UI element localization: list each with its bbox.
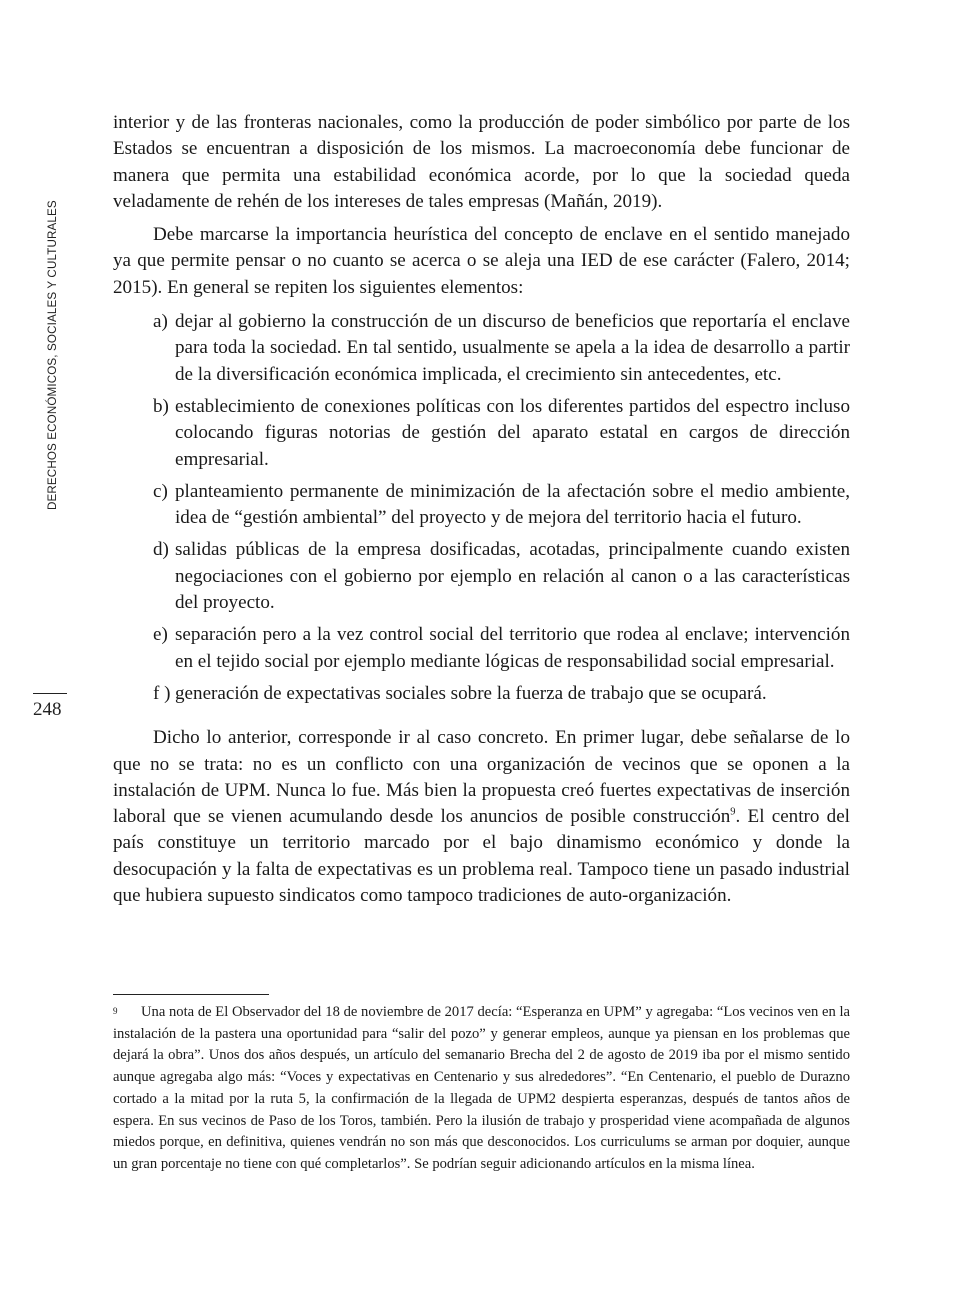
list-item-text: dejar al gobierno la construcción de un discurso de beneficios que reportaría el enclave para toda la sociedad. En tal sentido, usualmente se apela a la idea de desarrollo a partir de la diversificación económica implicada, el crecimiento sin antecedentes, etc. bbox=[175, 311, 850, 385]
list-item-text: planteamiento permanente de minimización de la afectación sobre el medio ambiente, idea de “gestión ambiental” del proyecto y de mejora del territorio hacia el futuro. bbox=[175, 480, 850, 529]
list-item bbox=[113, 681, 850, 707]
footnote-text: Una nota de El Observador del 18 de noviembre de 2017 decía: “Esperanza en UPM” y agregaba: “Los vecinos ven en la instalación de la pastera una oportunidad para “salir del pozo” y generar empleos, aunque ya piensan en los problemas que dejará la obra”. Unos dos años después, un artículo del semanario Brecha del 2 de agosto de 2019 iba por el mismo sentido aunque agregaba algo más: “Voces y expectativas en Centenario y sus alrededores”. “En Centenario, el pueblo de Durazno cortado a la mitad por la ruta 5, la confirmación de la llegada de UPM2 despierta esperanzas, después de tantos años de espera. En sus vecinos de Paso de los Toros, también. Pero la ilusión de trabajo y prosperidad viene acompañada de algunos miedos porque, en definitiva, quienes vendrán no son más que desconocidos. Los curriculums se arman por doquier, aunque un gran porcentaje no tiene con qué completarlos”. Se podrían seguir adicionando artículos en la misma línea. bbox=[113, 1004, 850, 1172]
footnote-separator bbox=[113, 994, 269, 995]
list-marker: f ) bbox=[153, 682, 171, 704]
list-marker: d) bbox=[153, 539, 169, 561]
paragraph-2: Debe marcarse la importancia heurística del concepto de enclave en el sentido manejado ya que permite pensar o no cuanto se acerca o se aleja una IED de ese carácter (Falero, 2014; 2015). En general se repiten los siguientes elementos: bbox=[113, 224, 850, 298]
main-text bbox=[113, 110, 850, 909]
paragraph-1: interior y de las fronteras nacionales, como la producción de poder simbólico por parte de los Estados se encuentran a disposición de los mismos. La macroeconomía debe funcionar de manera que permita una estabilidad económica acorde, por lo que la sociedad queda veladamente de rehén de los intereses de tales empresas (Mañán, 2019). bbox=[113, 112, 850, 212]
list-marker: b) bbox=[153, 395, 169, 417]
footnote bbox=[113, 1002, 850, 1176]
list-marker: a) bbox=[153, 311, 168, 333]
running-head: DERECHOS ECONÓMICOS, SOCIALES Y CULTURALES bbox=[46, 200, 59, 510]
list-marker: c) bbox=[153, 480, 168, 502]
paragraph-3 bbox=[113, 725, 850, 909]
footnote-reference[interactable]: 9 bbox=[730, 806, 736, 818]
page-number-rule bbox=[33, 693, 67, 694]
paragraph-3-tail: . El centro del país constituye un territorio marcado por el bajo dinamismo económico y donde la desocupación y la falta de expectativas es un problema real. Tampoco tiene un pasado industrial que hubiera supuesto sindicatos como tampoco tradiciones de auto-organización. bbox=[113, 806, 850, 907]
list-item bbox=[113, 309, 850, 388]
list-item-text: salidas públicas de la empresa dosificadas, acotadas, principalmente cuando existen negociaciones con el gobierno por ejemplo en relación al canon o a las características del proyecto. bbox=[175, 539, 850, 614]
list-item-text: establecimiento de conexiones políticas con los diferentes partidos del espectro incluso colocando figuras notorias de gestión del aparato estatal en cargos de dirección empresarial. bbox=[175, 395, 850, 470]
list-marker: e) bbox=[153, 624, 168, 646]
footnote-number: 9 bbox=[113, 1006, 118, 1016]
list-item bbox=[113, 394, 850, 473]
list-item bbox=[113, 537, 850, 616]
list-item bbox=[113, 622, 850, 675]
list-item-text: generación de expectativas sociales sobre la fuerza de trabajo que se ocupará. bbox=[175, 682, 767, 704]
paragraph-3-text: Dicho lo anterior, corresponde ir al caso concreto. En primer lugar, debe señalarse de lo que no se trata: no es un conflicto con una organización de vecinos que se oponen a la instalación de UPM. Nunca lo fue. Más bien la propuesta creó fuertes expectativas de inserción laboral que se vienen acumulando desde los anuncios de posible construcción bbox=[113, 727, 850, 828]
elements-list bbox=[113, 309, 850, 707]
page-number: 248 bbox=[33, 699, 62, 720]
list-item-text: separación pero a la vez control social del territorio que rodea al enclave; intervención en el tejido social por ejemplo mediante lógicas de responsabilidad social empresarial. bbox=[175, 624, 850, 672]
list-item bbox=[113, 479, 850, 532]
